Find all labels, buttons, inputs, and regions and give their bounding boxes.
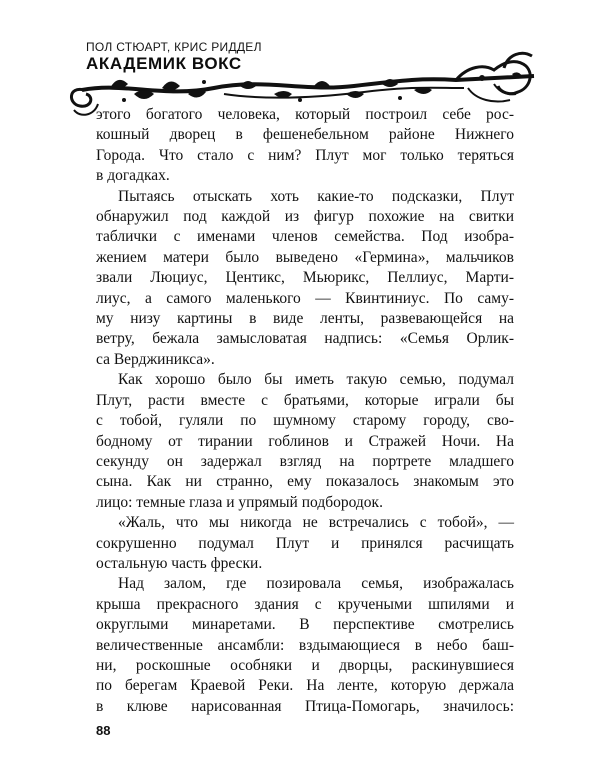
page-number: 88 <box>96 723 111 738</box>
text-line: величественные ансамбли: вздымающиеся в небо баш- <box>96 636 514 654</box>
text-line: жением матери было выведено «Гермина», мальчиков <box>96 248 514 266</box>
text-line: этого богатого человека, который построил себе рос- <box>96 106 514 123</box>
text-line: в догадках. <box>96 167 170 185</box>
text-line: Пытаясь отыскать хоть какие-то подсказки, Плут <box>118 187 514 205</box>
body-text <box>96 105 514 717</box>
text-line: Как хорошо было бы иметь такую семью, подумал <box>118 371 514 389</box>
text-line: Города. Что стало с ним? Плут мог только теряться <box>96 146 514 164</box>
text-line: по берегам Краевой Реки. На ленте, которую держала <box>96 677 514 695</box>
text-line: остальную часть фрески. <box>96 554 263 572</box>
header-authors: ПОЛ СТЮАРТ, КРИС РИДДЕЛ <box>86 40 262 54</box>
text-line: ветру, бежала замысловатая надпись: «Семья Орлик- <box>96 330 514 348</box>
text-line: с тобой, гуляли по шумному старому городу, сво- <box>96 412 514 430</box>
text-line: звали Люциус, Центикс, Мьюрикс, Пеллиус, Марти- <box>96 269 514 287</box>
text-line: са Верджиникса». <box>96 350 215 368</box>
text-line: сокрушенно подумал Плут и принялся расчищать <box>96 534 514 552</box>
text-line: Над залом, где позировала семья, изображалась <box>118 575 514 593</box>
text-line: сына. Как ни странно, ему показалось знакомым это <box>96 473 514 491</box>
text-line: секунду он задержал взгляд на портрете младшего <box>96 452 514 470</box>
text-line: Плут, расти вместе с братьями, которые играли бы <box>96 391 514 409</box>
text-line: лицо: темные глаза и упрямый подбородок. <box>96 493 383 511</box>
text-line: ни, роскошные особняки и дворцы, раскинувшиеся <box>96 656 514 674</box>
text-line: «Жаль, что мы никогда не встречались с тобой», — <box>118 514 514 532</box>
text-line: му низу картины в виде ленты, развевающейся на <box>96 310 514 328</box>
header-title: АКАДЕМИК ВОКС <box>86 54 242 73</box>
text-line: в клюве нарисованная Птица-Помогарь, значилось: <box>96 697 514 715</box>
text-line: крыша прекрасного здания с кручеными шпилями и <box>96 595 514 613</box>
text-line: обнаружил под каждой из фигур похожие на свитки <box>96 208 514 226</box>
text-line: лиус, а самого маленького — Квинтиниус. По саму- <box>96 289 514 307</box>
text-line: кошный дворец в фешенебельном районе Нижнего <box>96 126 514 144</box>
text-line: округлыми минаретами. В перспективе смотрелись <box>96 616 514 634</box>
text-line: таблички с именами членов семейства. Под изобра- <box>96 228 514 246</box>
text-line: бодному от тирании гоблинов и Стражей Ночи. На <box>96 432 514 450</box>
